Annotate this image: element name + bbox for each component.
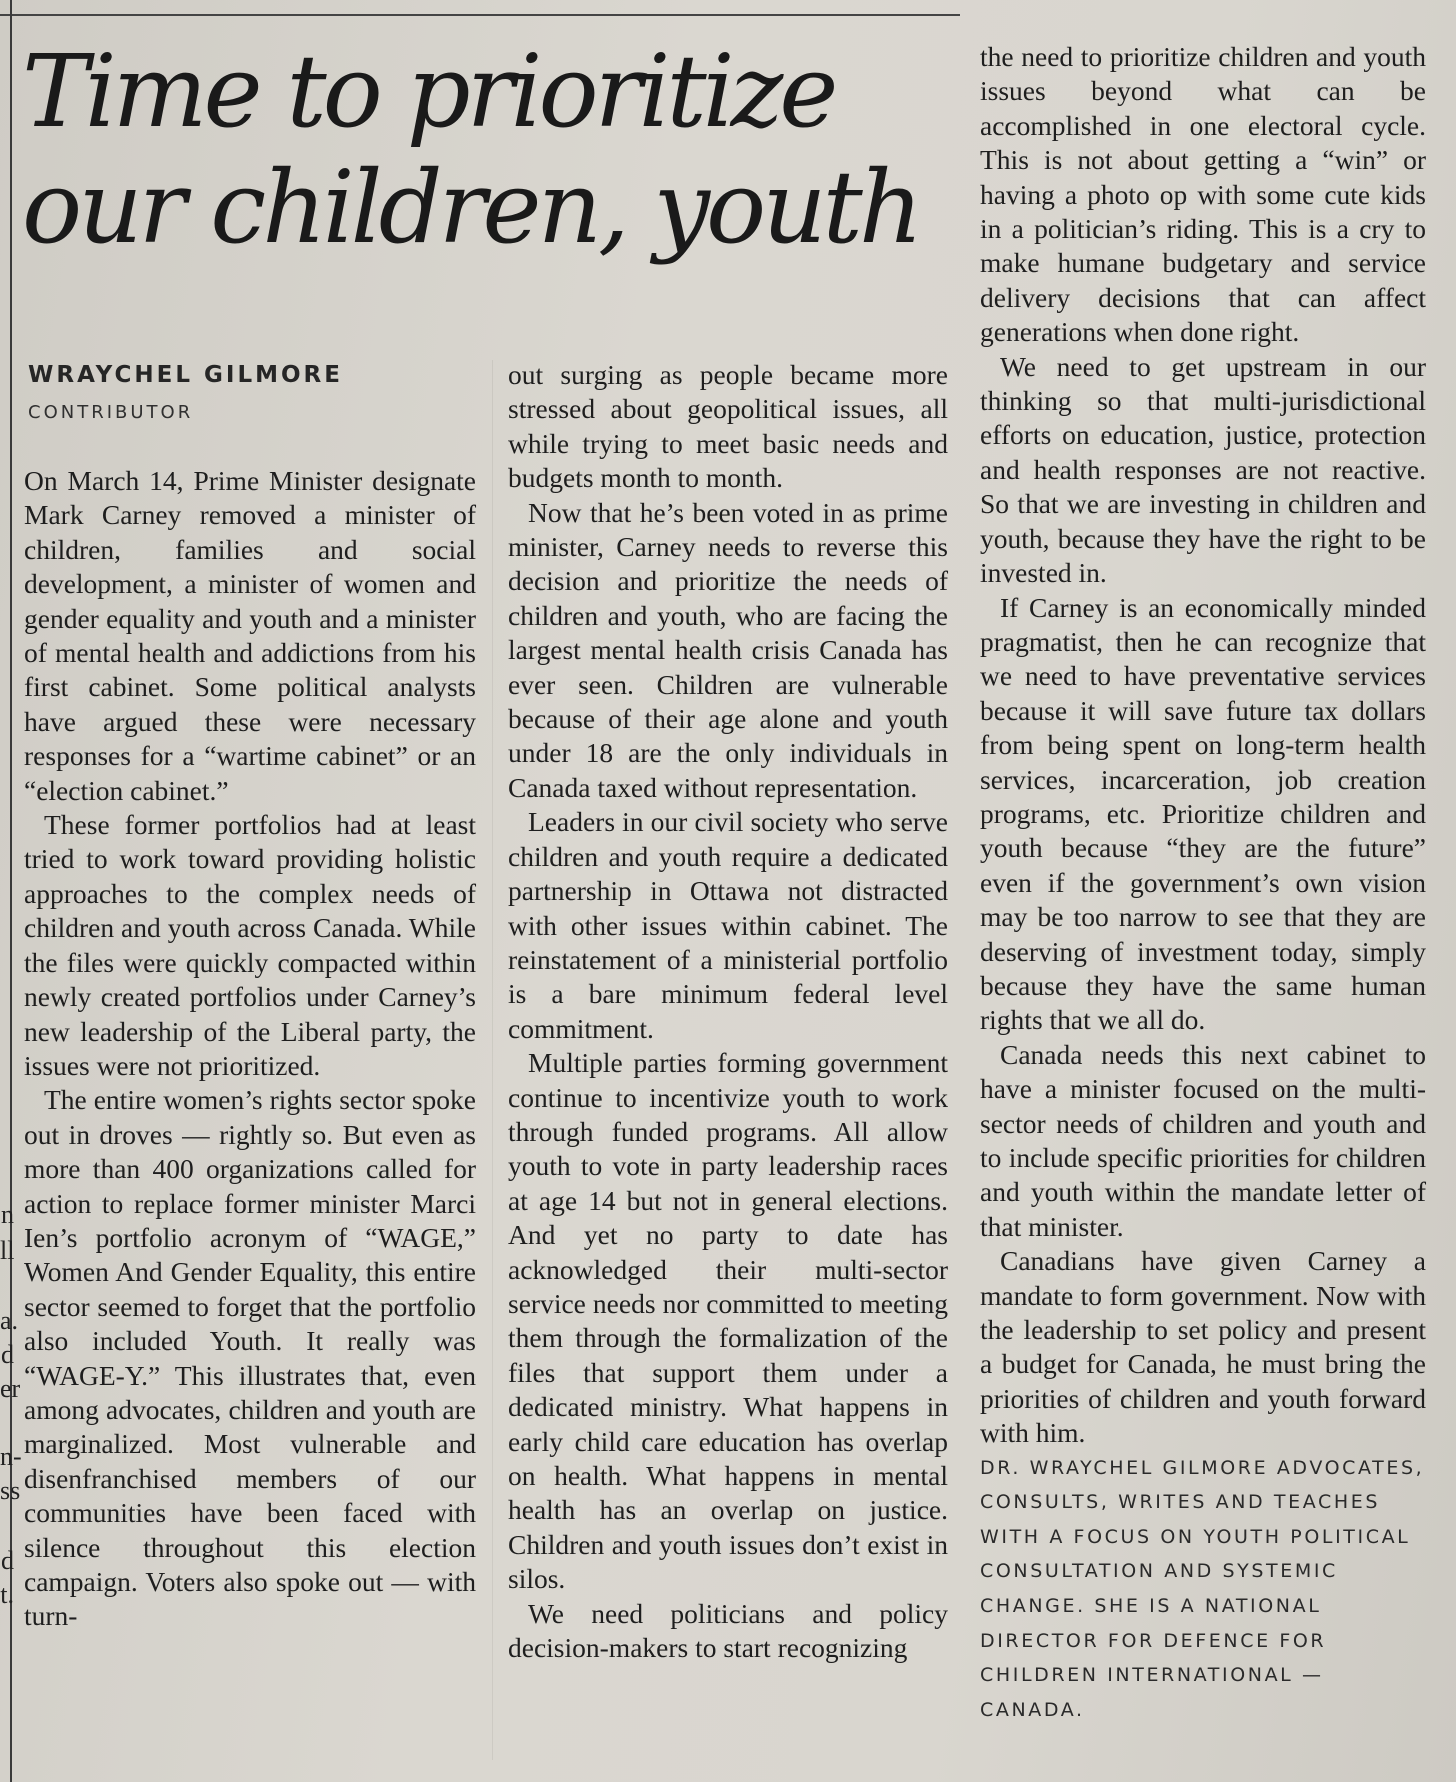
paragraph: On March 14, Prime Minister designate Mark Carney removed a minister of children, families and social development, a minister of women and gender equality and youth and a minister of mental health and addictions from his first cabinet. Some political analysts have argued these were necessary responses for a “wartime cabinet” or an “election cabinet.” bbox=[24, 465, 476, 806]
paragraph: We need politicians and policy decision-makers to start recognizing bbox=[508, 1597, 948, 1664]
fragment: n- bbox=[0, 1442, 22, 1471]
paragraph: Multiple parties forming government continue to incentivize youth to work through funded programs. All allow youth to vote in party leadership races at age 14 but not in general elections. And yet no party to date has acknowledged their multi-sector service needs nor committed to meeting them through the formalization of the files that support them under a dedicated ministry. What happens in early child care education has overlap on health. What happens in mental health has an overlap on justice. Children and youth issues don’t exist in silos. bbox=[508, 1047, 948, 1595]
headline-line-1: Time to prioritize bbox=[22, 33, 835, 150]
fragment: d bbox=[1, 1340, 14, 1369]
fragment: t. bbox=[0, 1580, 14, 1609]
article-column-3 bbox=[980, 40, 1426, 1727]
paragraph: the need to prioritize children and youth issues beyond what can be accomplished in one electoral cycle. This is not about getting a “win” or having a photo op with some cute kids in a politician’s riding. This is a cry to make humane budgetary and service delivery decisions that can affect generations when done right. bbox=[980, 41, 1426, 348]
fragment: a. bbox=[0, 1306, 19, 1335]
paragraph: Now that he’s been voted in as prime minister, Carney needs to reverse this decision and prioritize the needs of children and youth, who are facing the largest mental health crisis Canada has ever seen. Children are vulnerable because of their age alone and youth under 18 are the only individuals in Canada taxed without representation. bbox=[508, 496, 948, 803]
fragment: n bbox=[1, 1200, 14, 1229]
paragraph: If Carney is an economically minded pragmatist, then he can recognize that we need to have preventative services because it will save future tax dollars from being spent on long-term health services, incarceration, job creation programs, etc. Prioritize children and youth because “they are the future” even if the government’s own vision may be too narrow to see that they are deserving of investment today, simply because they have the same human rights that we all do. bbox=[980, 591, 1426, 1036]
fragment: ss bbox=[0, 1476, 21, 1505]
paragraph: These former portfolios had at least tried to work toward providing holistic approaches to the complex needs of children and youth across Canada. While the files were quickly compacted within newly created portfolios under Carney’s new leadership of the Liberal party, the issues were not prioritized. bbox=[24, 809, 476, 1081]
author-role: CONTRIBUTOR bbox=[28, 402, 194, 423]
paragraph: Canadians have given Carney a mandate to form government. Now with the leadership to set policy and present a budget for Canada, he must bring the priorities of children and youth forward with him. bbox=[980, 1245, 1426, 1449]
article-column-1 bbox=[24, 464, 476, 1634]
fragment: er bbox=[0, 1374, 21, 1403]
author-byline: WRAYCHEL GILMORE bbox=[28, 362, 343, 388]
column-gutter bbox=[492, 360, 493, 1760]
paragraph: out surging as people became more stressed about geopolitical issues, all while trying to meet basic needs and budgets month to month. bbox=[508, 359, 948, 494]
top-rule bbox=[0, 14, 960, 16]
headline-line-2: our children, youth bbox=[22, 149, 920, 266]
paragraph: Canada needs this next cabinet to have a minister focused on the multi-sector needs of children and youth and to include specific priorities for children and youth within the mandate letter of that minister. bbox=[980, 1038, 1426, 1242]
fragment: ll bbox=[0, 1236, 15, 1265]
article-column-2 bbox=[508, 358, 948, 1665]
paragraph: The entire women’s rights sector spoke out in droves — rightly so. But even as more than 400 organizations called for action to replace former minister Marci Ien’s portfolio acronym of “WAGE,” Women And Gender Equality, this entire sector seemed to forget that the portfolio also included Youth. It really was “WAGE-Y.” This illustrates that, even among advocates, children and youth are marginalized. Most vulnerable and disenfranchised members of our communities have been faced with silence throughout this election campaign. Voters also spoke out — with turn- bbox=[24, 1084, 476, 1632]
paragraph: Leaders in our civil society who serve children and youth require a dedicated partnership in Ottawa not distracted with other issues within cabinet. The reinstatement of a ministerial portfolio is a bare minimum federal level commitment. bbox=[508, 806, 948, 1044]
author-bio: DR. WRAYCHEL GILMORE ADVOCATES, CONSULTS, WRITES AND TEACHES WITH A FOCUS ON YOUTH POLITICAL CONSULTATION AND SYSTEMIC CHANGE. SHE IS A NATIONAL DIRECTOR FOR DEFENCE FOR CHILDREN INTERNATIONAL — CANADA. bbox=[980, 1456, 1425, 1721]
paragraph: We need to get upstream in our thinking so that multi-jurisdictional efforts on education, justice, protection and health responses are not reactive. So that we are investing in children and youth, because they have the right to be invested in. bbox=[980, 350, 1426, 589]
fragment: d bbox=[1, 1546, 14, 1575]
headline bbox=[22, 34, 962, 266]
column-edge-rule bbox=[10, 0, 12, 1782]
